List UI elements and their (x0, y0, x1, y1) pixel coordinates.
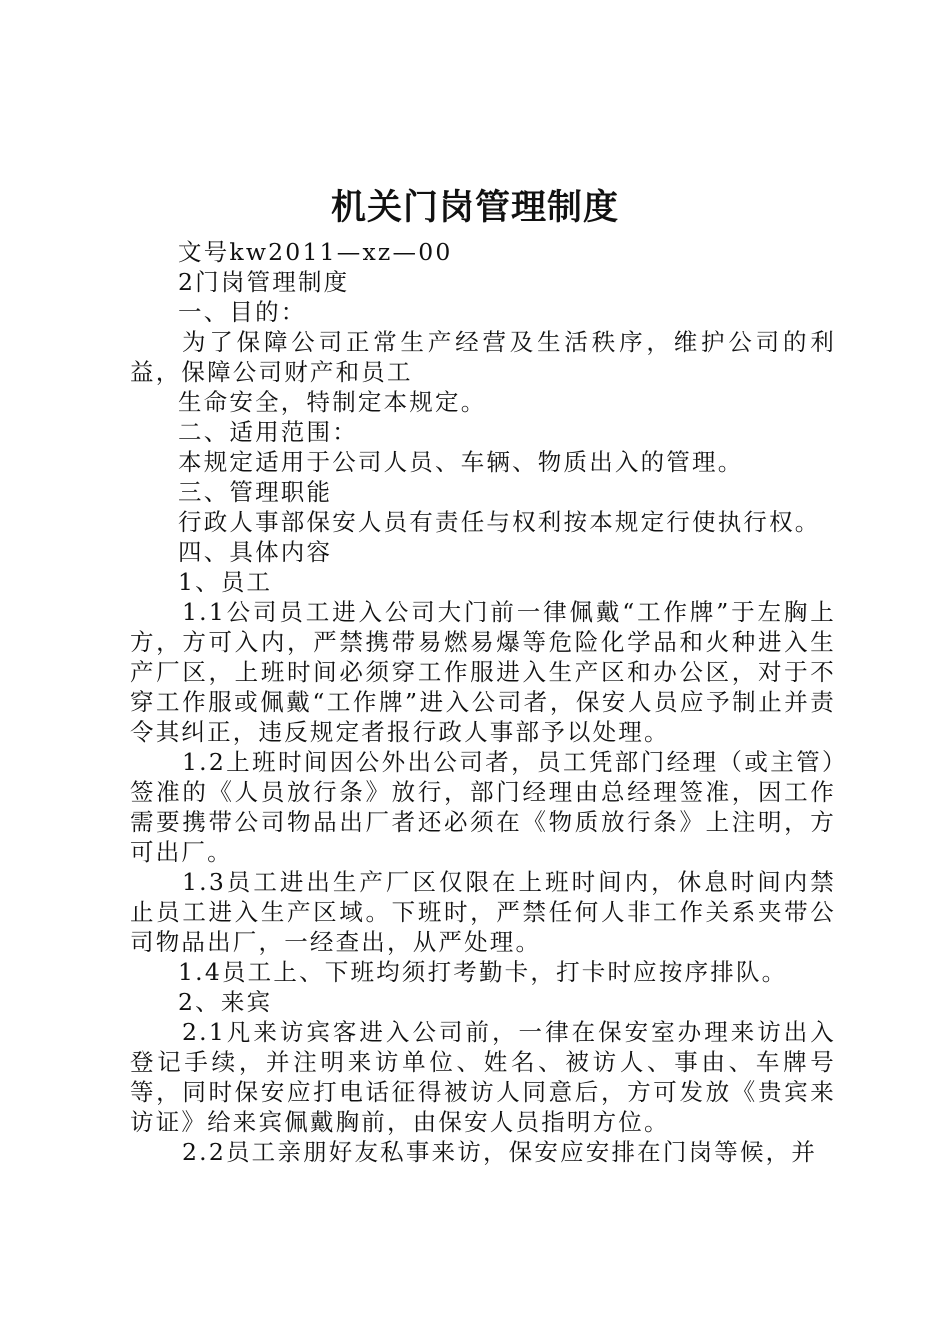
paragraph-2-1: 2.1凡来访宾客进入公司前，一律在保安室办理来访出入登记手续，并注明来访单位、姓名、被访人、事由、车牌号等，同时保安应打电话征得被访人同意后，方可发放《贵宾来访证》给来宾佩戴胸前，由保安人员指明方位。 (130, 1018, 836, 1136)
document-title: 机关门岗管理制度 (330, 187, 619, 228)
document-body (130, 237, 836, 1167)
subsection-2-heading: 2、来宾 (178, 988, 273, 1016)
paragraph-1-1: 1.1公司员工进入公司大门前一律佩戴“工作牌”于左胸上方，方可入内，严禁携带易燃易爆等危险化学品和火种进入生产厂区，上班时间必须穿工作服进入生产区和办公区，对于不穿工作服或佩戴“工作牌”进入公司者，保安人员应予制止并责令其纠正，违反规定者报行政人事部予以处理。 (130, 598, 836, 746)
section-1-text: 为了保障公司正常生产经营及生活秩序，维护公司的利益，保障公司财产和员工 (130, 328, 836, 386)
section-2-text: 本规定适用于公司人员、车辆、物质出入的管理。 (178, 448, 744, 476)
paragraph-1-3: 1.3员工进出生产厂区仅限在上班时间内，休息时间内禁止员工进入生产区域。下班时，严禁任何人非工作关系夹带公司物品出厂，一经查出，从严处理。 (130, 868, 836, 956)
section-2-heading: 二、适用范围： (178, 418, 358, 446)
section-4-heading: 四、具体内容 (178, 538, 333, 566)
paragraph-1-4: 1.4员工上、下班均须打考勤卡，打卡时应按序排队。 (178, 958, 788, 986)
section-3-heading: 三、管理职能 (178, 478, 333, 506)
subsection-1-heading: 1、员工 (178, 568, 273, 596)
section-1-text-cont: 生命安全，特制定本规定。 (178, 388, 487, 416)
section-heading: 2门岗管理制度 (178, 268, 350, 296)
doc-number: 文号kw2011—xz—00 (178, 238, 453, 266)
paragraph-2-2: 2.2员工亲朋好友私事来访，保安应安排在门岗等候，并 (182, 1138, 818, 1166)
section-3-text: 行政人事部保安人员有责任与权利按本规定行使执行权。 (178, 508, 821, 536)
paragraph-1-2: 1.2上班时间因公外出公司者，员工凭部门经理（或主管）签准的《人员放行条》放行，部门经理由总经理签准，因工作需要携带公司物品出厂者还必须在《物质放行条》上注明，方可出厂。 (130, 748, 836, 866)
section-1-heading: 一、目的： (178, 298, 307, 326)
